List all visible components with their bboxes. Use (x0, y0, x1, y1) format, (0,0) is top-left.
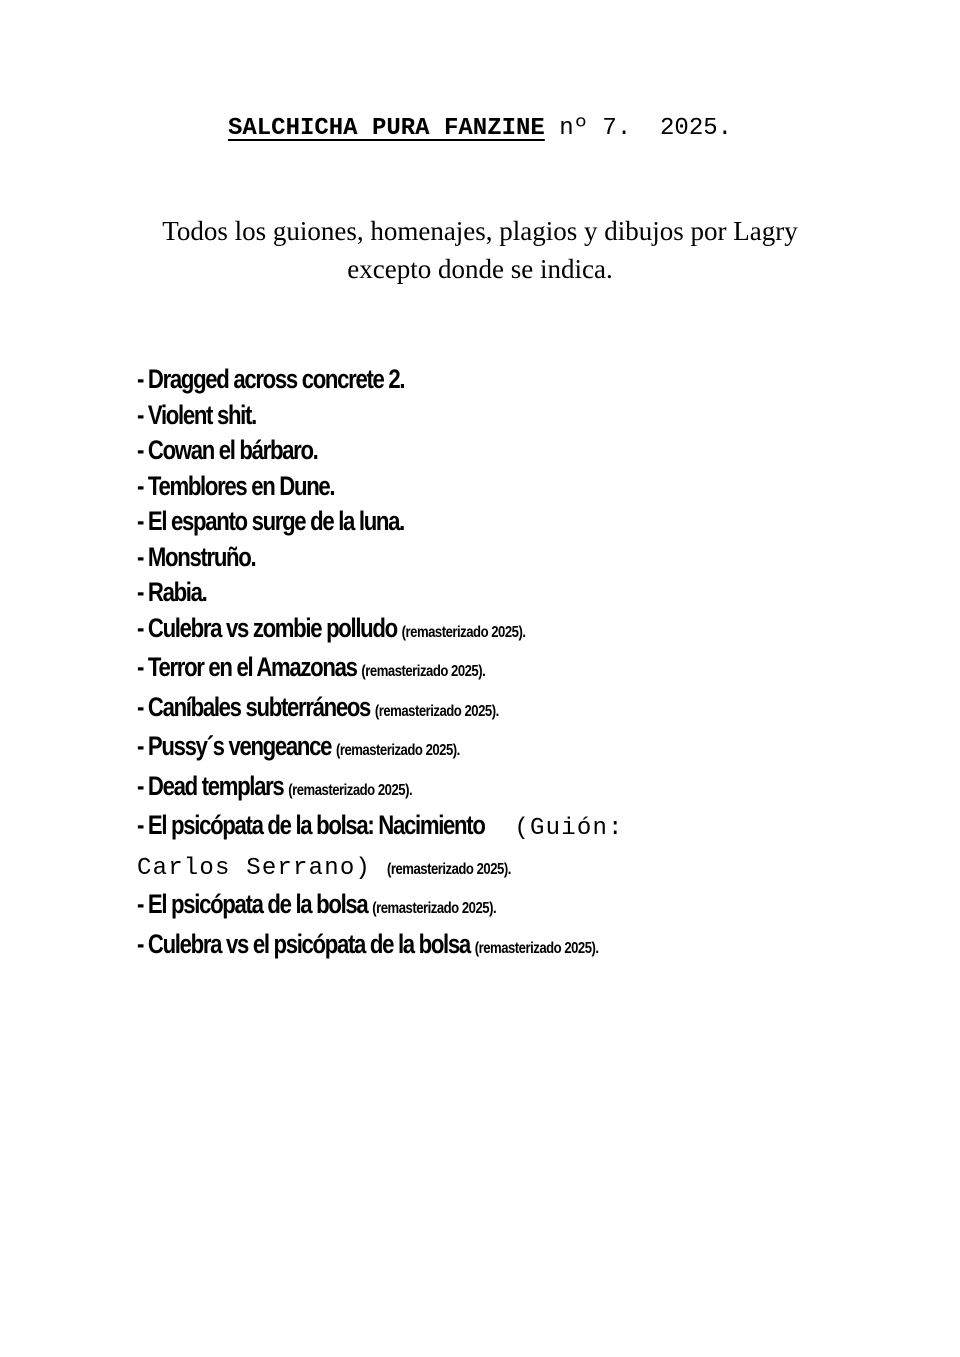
item-title: - El espanto surge de la luna. (137, 506, 404, 536)
item-title: - El psicópata de la bolsa: Nacimiento (137, 810, 485, 840)
item-title: - Culebra vs el psicópata de la bolsa (137, 928, 475, 959)
list-item (137, 469, 727, 505)
list-item (137, 650, 727, 690)
list-item (137, 540, 727, 576)
item-title: - Temblores en Dune. (137, 470, 335, 501)
list-item (137, 398, 727, 434)
item-note: (remasterizado 2025). (372, 900, 497, 917)
item-title: - Monstruño. (137, 541, 256, 572)
item-title: - Culebra vs zombie polludo (137, 612, 402, 643)
item-note: (remasterizado 2025). (374, 702, 499, 720)
list-item (137, 808, 857, 887)
list-item (137, 362, 727, 398)
list-item (137, 690, 727, 730)
credits-line-2: excepto donde se indica. (347, 254, 613, 284)
issue-number: nº 7. 2025. (544, 115, 733, 142)
list-item (137, 575, 727, 611)
item-title: - Violent shit. (137, 399, 256, 430)
item-note: (remasterizado 2025). (401, 623, 526, 641)
list-item (137, 504, 727, 540)
fanzine-header (0, 114, 960, 144)
credits-paragraph (120, 212, 840, 288)
item-note: (remasterizado 2025). (335, 742, 460, 759)
list-item (137, 769, 727, 809)
item-note: (remasterizado 2025). (386, 860, 511, 878)
list-item (137, 611, 727, 651)
list-item (137, 927, 727, 967)
contents-list (137, 362, 857, 966)
list-item (137, 433, 727, 469)
list-item (137, 729, 727, 769)
credits-line-1: Todos los guiones, homenajes, plagios y dibujos por Lagry (162, 216, 798, 246)
item-title: - Pussy´s vengeance (137, 731, 336, 761)
item-author-label: (Guión: (498, 815, 624, 842)
item-note: (remasterizado 2025). (288, 781, 413, 799)
item-title: - Terror en el Amazonas (137, 652, 362, 682)
item-line-1 (137, 808, 857, 848)
item-note: (remasterizado 2025). (361, 663, 486, 680)
fanzine-title: SALCHICHA PURA FANZINE (227, 115, 545, 142)
item-title: - Dead templars (137, 770, 289, 801)
item-title: - Cowan el bárbaro. (137, 435, 318, 465)
item-title: - Caníbales subterráneos (137, 691, 375, 722)
item-title: - Rabia. (137, 577, 207, 607)
item-line-2 (137, 848, 857, 888)
item-note: (remasterizado 2025). (474, 939, 599, 957)
list-item (137, 887, 727, 927)
item-title: - El psicópata de la bolsa (137, 889, 373, 919)
item-note-wrap (387, 848, 511, 888)
item-title: - Dragged across concrete 2. (137, 364, 405, 394)
item-author-name: Carlos Serrano) (137, 854, 387, 882)
